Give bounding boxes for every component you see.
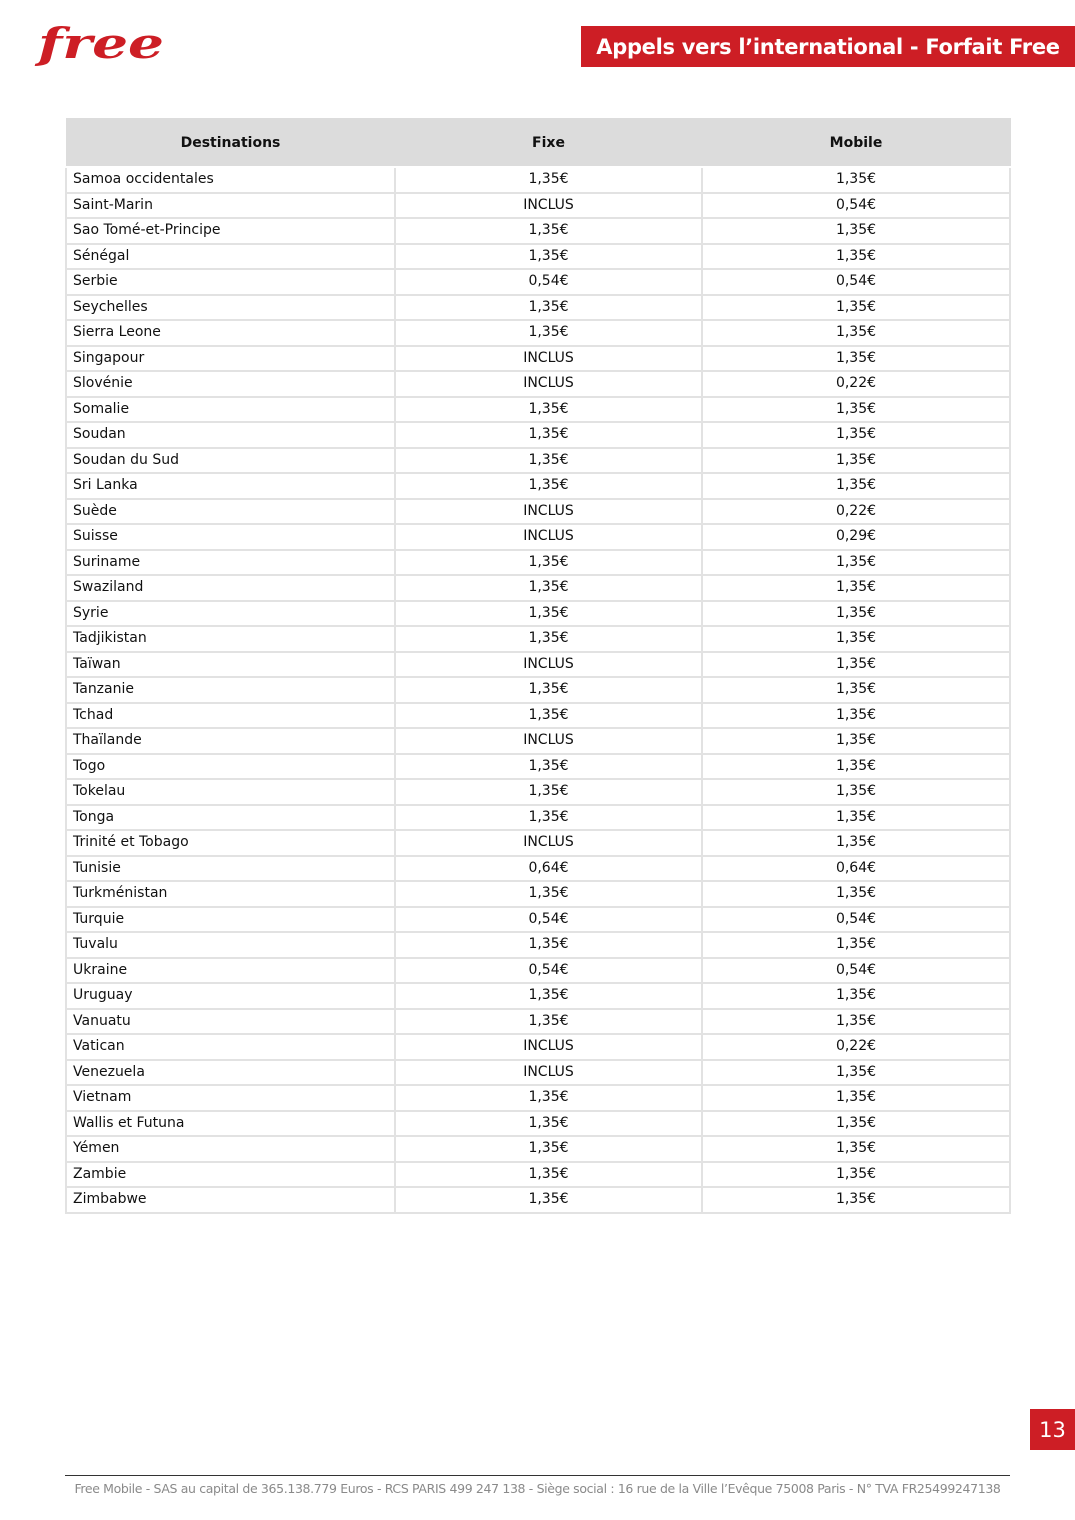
mobile-rate-cell: 1,35€ bbox=[702, 1060, 1010, 1086]
mobile-rate-cell: 1,35€ bbox=[702, 728, 1010, 754]
fixe-rate-cell: 1,35€ bbox=[395, 448, 702, 474]
fixe-rate-cell: 1,35€ bbox=[395, 881, 702, 907]
fixe-rate-cell: 1,35€ bbox=[395, 320, 702, 346]
mobile-rate-cell: 1,35€ bbox=[702, 601, 1010, 627]
free-logo bbox=[34, 24, 168, 76]
destination-cell: Samoa occidentales bbox=[66, 167, 395, 193]
table-row bbox=[66, 1060, 1010, 1086]
destination-cell: Suriname bbox=[66, 550, 395, 576]
table-row bbox=[66, 193, 1010, 219]
destination-cell: Wallis et Futuna bbox=[66, 1111, 395, 1137]
fixe-rate-cell: 1,35€ bbox=[395, 779, 702, 805]
fixe-rate-cell: 1,35€ bbox=[395, 1085, 702, 1111]
mobile-rate-cell: 1,35€ bbox=[702, 1162, 1010, 1188]
mobile-rate-cell: 1,35€ bbox=[702, 244, 1010, 270]
destination-cell: Tonga bbox=[66, 805, 395, 831]
destination-cell: Taïwan bbox=[66, 652, 395, 678]
table-row bbox=[66, 295, 1010, 321]
mobile-rate-cell: 1,35€ bbox=[702, 1085, 1010, 1111]
destination-cell: Vietnam bbox=[66, 1085, 395, 1111]
mobile-rate-cell: 1,35€ bbox=[702, 550, 1010, 576]
fixe-rate-cell: 0,64€ bbox=[395, 856, 702, 882]
mobile-rate-cell: 1,35€ bbox=[702, 167, 1010, 193]
fixe-rate-cell: INCLUS bbox=[395, 728, 702, 754]
page-title: Appels vers l’international - Forfait Free bbox=[581, 26, 1075, 67]
destination-cell: Ukraine bbox=[66, 958, 395, 984]
table-row bbox=[66, 1136, 1010, 1162]
destination-cell: Sri Lanka bbox=[66, 473, 395, 499]
destination-cell: Tunisie bbox=[66, 856, 395, 882]
table-header-row bbox=[66, 119, 1010, 168]
destination-cell: Turkménistan bbox=[66, 881, 395, 907]
mobile-rate-cell: 1,35€ bbox=[702, 677, 1010, 703]
footer-divider bbox=[65, 1475, 1010, 1476]
table-row bbox=[66, 269, 1010, 295]
destination-cell: Soudan du Sud bbox=[66, 448, 395, 474]
table-row bbox=[66, 1162, 1010, 1188]
mobile-rate-cell: 0,22€ bbox=[702, 499, 1010, 525]
destination-cell: Serbie bbox=[66, 269, 395, 295]
fixe-rate-cell: INCLUS bbox=[395, 1034, 702, 1060]
mobile-rate-cell: 0,54€ bbox=[702, 958, 1010, 984]
fixe-rate-cell: 1,35€ bbox=[395, 244, 702, 270]
column-header-mobile: Mobile bbox=[702, 119, 1010, 168]
mobile-rate-cell: 1,35€ bbox=[702, 346, 1010, 372]
destination-cell: Tuvalu bbox=[66, 932, 395, 958]
fixe-rate-cell: INCLUS bbox=[395, 346, 702, 372]
fixe-rate-cell: 1,35€ bbox=[395, 1009, 702, 1035]
mobile-rate-cell: 1,35€ bbox=[702, 805, 1010, 831]
mobile-rate-cell: 0,64€ bbox=[702, 856, 1010, 882]
destination-cell: Sierra Leone bbox=[66, 320, 395, 346]
destination-cell: Tanzanie bbox=[66, 677, 395, 703]
fixe-rate-cell: 1,35€ bbox=[395, 677, 702, 703]
table-row bbox=[66, 550, 1010, 576]
destination-cell: Vatican bbox=[66, 1034, 395, 1060]
mobile-rate-cell: 1,35€ bbox=[702, 754, 1010, 780]
table-row bbox=[66, 1034, 1010, 1060]
mobile-rate-cell: 1,35€ bbox=[702, 422, 1010, 448]
mobile-rate-cell: 0,22€ bbox=[702, 1034, 1010, 1060]
fixe-rate-cell: 1,35€ bbox=[395, 626, 702, 652]
fixe-rate-cell: INCLUS bbox=[395, 499, 702, 525]
fixe-rate-cell: INCLUS bbox=[395, 652, 702, 678]
table-row bbox=[66, 652, 1010, 678]
table-row bbox=[66, 601, 1010, 627]
fixe-rate-cell: 1,35€ bbox=[395, 805, 702, 831]
destination-cell: Turquie bbox=[66, 907, 395, 933]
mobile-rate-cell: 1,35€ bbox=[702, 1009, 1010, 1035]
destination-cell: Sao Tomé-et-Principe bbox=[66, 218, 395, 244]
table-row bbox=[66, 932, 1010, 958]
fixe-rate-cell: INCLUS bbox=[395, 1060, 702, 1086]
fixe-rate-cell: 0,54€ bbox=[395, 958, 702, 984]
fixe-rate-cell: INCLUS bbox=[395, 524, 702, 550]
destination-cell: Zambie bbox=[66, 1162, 395, 1188]
table-row bbox=[66, 626, 1010, 652]
mobile-rate-cell: 0,54€ bbox=[702, 269, 1010, 295]
svg-text:free: free bbox=[34, 24, 165, 68]
destination-cell: Zimbabwe bbox=[66, 1187, 395, 1213]
destination-cell: Slovénie bbox=[66, 371, 395, 397]
mobile-rate-cell: 0,54€ bbox=[702, 907, 1010, 933]
mobile-rate-cell: 1,35€ bbox=[702, 295, 1010, 321]
table-row bbox=[66, 218, 1010, 244]
table-row bbox=[66, 754, 1010, 780]
mobile-rate-cell: 1,35€ bbox=[702, 830, 1010, 856]
destination-cell: Tadjikistan bbox=[66, 626, 395, 652]
fixe-rate-cell: 1,35€ bbox=[395, 473, 702, 499]
table-row bbox=[66, 371, 1010, 397]
fixe-rate-cell: 1,35€ bbox=[395, 1187, 702, 1213]
destination-cell: Saint-Marin bbox=[66, 193, 395, 219]
destination-cell: Somalie bbox=[66, 397, 395, 423]
destination-cell: Tchad bbox=[66, 703, 395, 729]
table-row bbox=[66, 805, 1010, 831]
mobile-rate-cell: 1,35€ bbox=[702, 473, 1010, 499]
table-row bbox=[66, 1187, 1010, 1213]
table-row bbox=[66, 320, 1010, 346]
table-row bbox=[66, 575, 1010, 601]
mobile-rate-cell: 0,22€ bbox=[702, 371, 1010, 397]
destination-cell: Suisse bbox=[66, 524, 395, 550]
table-row bbox=[66, 677, 1010, 703]
table-row bbox=[66, 244, 1010, 270]
destination-cell: Seychelles bbox=[66, 295, 395, 321]
table-row bbox=[66, 830, 1010, 856]
page-number: 13 bbox=[1030, 1409, 1075, 1450]
destination-cell: Venezuela bbox=[66, 1060, 395, 1086]
rates-table bbox=[65, 118, 1011, 1214]
mobile-rate-cell: 1,35€ bbox=[702, 575, 1010, 601]
table-row bbox=[66, 167, 1010, 193]
destination-cell: Soudan bbox=[66, 422, 395, 448]
table-row bbox=[66, 703, 1010, 729]
destination-cell: Thaïlande bbox=[66, 728, 395, 754]
mobile-rate-cell: 1,35€ bbox=[702, 881, 1010, 907]
destination-cell: Suède bbox=[66, 499, 395, 525]
table-row bbox=[66, 1085, 1010, 1111]
table-row bbox=[66, 524, 1010, 550]
mobile-rate-cell: 1,35€ bbox=[702, 1111, 1010, 1137]
mobile-rate-cell: 1,35€ bbox=[702, 320, 1010, 346]
table-row bbox=[66, 958, 1010, 984]
table-row bbox=[66, 983, 1010, 1009]
mobile-rate-cell: 1,35€ bbox=[702, 779, 1010, 805]
fixe-rate-cell: INCLUS bbox=[395, 830, 702, 856]
table-row bbox=[66, 881, 1010, 907]
table-row bbox=[66, 1111, 1010, 1137]
fixe-rate-cell: 1,35€ bbox=[395, 754, 702, 780]
table-body bbox=[66, 167, 1010, 1213]
destination-cell: Swaziland bbox=[66, 575, 395, 601]
fixe-rate-cell: INCLUS bbox=[395, 371, 702, 397]
mobile-rate-cell: 1,35€ bbox=[702, 932, 1010, 958]
fixe-rate-cell: 1,35€ bbox=[395, 167, 702, 193]
mobile-rate-cell: 1,35€ bbox=[702, 983, 1010, 1009]
table-row bbox=[66, 397, 1010, 423]
destination-cell: Sénégal bbox=[66, 244, 395, 270]
destination-cell: Tokelau bbox=[66, 779, 395, 805]
destination-cell: Uruguay bbox=[66, 983, 395, 1009]
table-row bbox=[66, 499, 1010, 525]
fixe-rate-cell: 1,35€ bbox=[395, 601, 702, 627]
table-row bbox=[66, 473, 1010, 499]
mobile-rate-cell: 0,54€ bbox=[702, 193, 1010, 219]
destination-cell: Vanuatu bbox=[66, 1009, 395, 1035]
fixe-rate-cell: 1,35€ bbox=[395, 1162, 702, 1188]
fixe-rate-cell: 1,35€ bbox=[395, 932, 702, 958]
fixe-rate-cell: 1,35€ bbox=[395, 1111, 702, 1137]
mobile-rate-cell: 1,35€ bbox=[702, 397, 1010, 423]
destination-cell: Togo bbox=[66, 754, 395, 780]
fixe-rate-cell: INCLUS bbox=[395, 193, 702, 219]
table-row bbox=[66, 779, 1010, 805]
table-row bbox=[66, 728, 1010, 754]
fixe-rate-cell: 1,35€ bbox=[395, 983, 702, 1009]
table-row bbox=[66, 907, 1010, 933]
column-header-fixe: Fixe bbox=[395, 119, 702, 168]
fixe-rate-cell: 1,35€ bbox=[395, 397, 702, 423]
mobile-rate-cell: 1,35€ bbox=[702, 1136, 1010, 1162]
table-row bbox=[66, 856, 1010, 882]
fixe-rate-cell: 0,54€ bbox=[395, 269, 702, 295]
table-row bbox=[66, 448, 1010, 474]
column-header-destinations: Destinations bbox=[66, 119, 395, 168]
fixe-rate-cell: 1,35€ bbox=[395, 295, 702, 321]
table-row bbox=[66, 346, 1010, 372]
fixe-rate-cell: 0,54€ bbox=[395, 907, 702, 933]
table-row bbox=[66, 422, 1010, 448]
table-row bbox=[66, 1009, 1010, 1035]
fixe-rate-cell: 1,35€ bbox=[395, 422, 702, 448]
fixe-rate-cell: 1,35€ bbox=[395, 703, 702, 729]
fixe-rate-cell: 1,35€ bbox=[395, 575, 702, 601]
mobile-rate-cell: 1,35€ bbox=[702, 703, 1010, 729]
fixe-rate-cell: 1,35€ bbox=[395, 550, 702, 576]
mobile-rate-cell: 1,35€ bbox=[702, 626, 1010, 652]
destination-cell: Trinité et Tobago bbox=[66, 830, 395, 856]
mobile-rate-cell: 1,35€ bbox=[702, 652, 1010, 678]
footer-legal-text: Free Mobile - SAS au capital de 365.138.779 Euros - RCS PARIS 499 247 138 - Siège social : 16 rue de la Ville l’Evêque 75008 Paris - N° TVA FR25499247138 bbox=[74, 1481, 1001, 1496]
fixe-rate-cell: 1,35€ bbox=[395, 218, 702, 244]
destination-cell: Yémen bbox=[66, 1136, 395, 1162]
mobile-rate-cell: 1,35€ bbox=[702, 218, 1010, 244]
fixe-rate-cell: 1,35€ bbox=[395, 1136, 702, 1162]
mobile-rate-cell: 1,35€ bbox=[702, 448, 1010, 474]
mobile-rate-cell: 1,35€ bbox=[702, 1187, 1010, 1213]
destination-cell: Singapour bbox=[66, 346, 395, 372]
mobile-rate-cell: 0,29€ bbox=[702, 524, 1010, 550]
destination-cell: Syrie bbox=[66, 601, 395, 627]
